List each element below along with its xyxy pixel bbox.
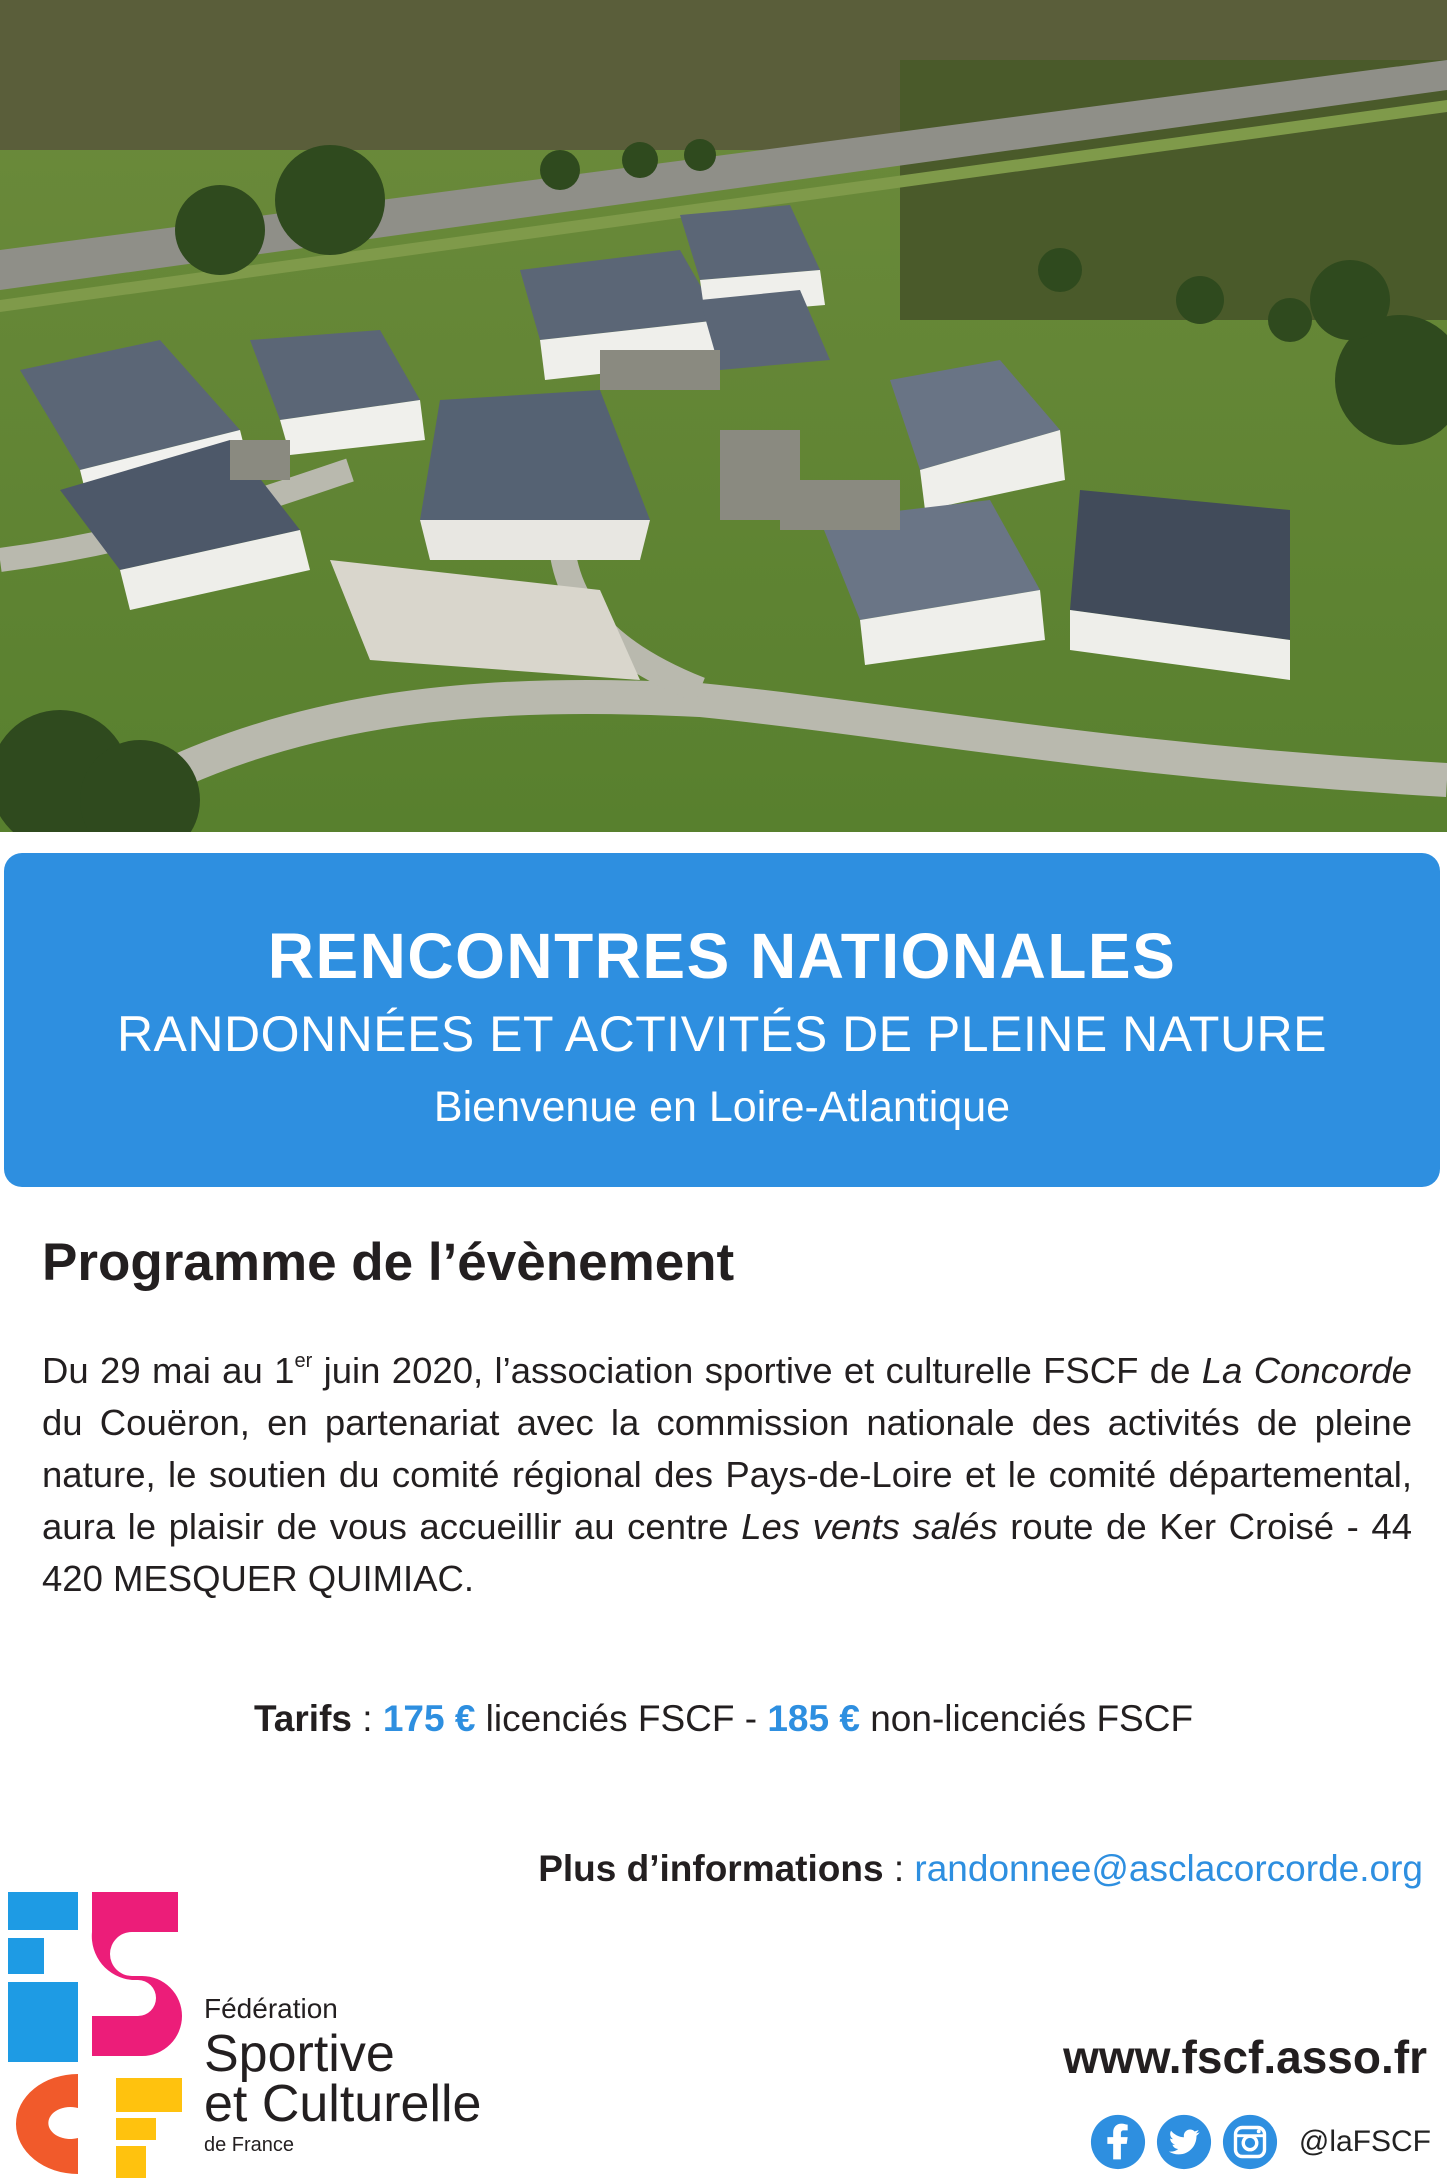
tarifs-sep: : xyxy=(351,1698,383,1739)
website-link[interactable]: www.fscf.asso.fr xyxy=(1063,2031,1427,2083)
programme-sup: er xyxy=(294,1350,313,1372)
programme-text-2: juin 2020, l’association sportive et culturelle FSCF de xyxy=(312,1350,1202,1391)
logo-line-federation: Fédération xyxy=(204,1993,338,2024)
logo-line-de-france: de France xyxy=(204,2134,295,2156)
programme-heading: Programme de l’évènement xyxy=(42,1233,735,1292)
social-handle[interactable]: @laFSCF xyxy=(1298,2125,1431,2158)
tarifs-desc-2: non-licenciés FSCF xyxy=(859,1698,1194,1739)
tarifs-label: Tarifs xyxy=(253,1698,352,1739)
info-sep: : xyxy=(883,1848,915,1889)
banner-tagline: Bienvenue en Loire-Atlantique xyxy=(433,1083,1011,1131)
programme-text-4: route de Ker Croisé - 44 420 MESQUER QUIMIAC. xyxy=(42,1506,1412,1599)
programme-text-3: du Couëron, en partenariat avec la commission nationale des activités de pleine nature, le soutien du comité régional des Pays-de-Loire et le comité départemental, aura le plaisir de vous accueillir au centre xyxy=(42,1402,1412,1547)
programme-text-1: Du 29 mai au 1 xyxy=(42,1350,295,1391)
aerial-photo-illustration xyxy=(0,0,1447,832)
aerial-photo xyxy=(0,0,1447,832)
title-banner xyxy=(4,853,1440,1187)
social-links xyxy=(1089,2112,1431,2172)
tarifs-desc-1: licenciés FSCF - xyxy=(475,1698,768,1739)
fscf-logo-mark xyxy=(0,1888,200,2180)
logo-line-culturelle: et Culturelle xyxy=(204,2075,482,2133)
logo-line-sportive: Sportive xyxy=(204,2025,395,2083)
programme-italic-concorde: La Concorde xyxy=(1201,1350,1412,1391)
info-line xyxy=(538,1848,1423,1890)
tarifs-line xyxy=(0,1698,1447,1740)
twitter-icon[interactable] xyxy=(1155,2113,1213,2171)
banner-title: RENCONTRES NATIONALES xyxy=(267,920,1177,992)
info-label: Plus d’informations xyxy=(538,1848,884,1889)
facebook-icon[interactable] xyxy=(1089,2113,1147,2171)
banner-subtitle: RANDONNÉES ET ACTIVITÉS DE PLEINE NATURE xyxy=(116,1006,1328,1062)
fscf-logo xyxy=(0,1888,200,2180)
price-licencies: 175 € xyxy=(382,1698,476,1739)
programme-paragraph xyxy=(42,1345,1412,1605)
instagram-icon[interactable] xyxy=(1221,2113,1279,2171)
fscf-logo-wordmark xyxy=(204,1995,481,2155)
contact-email-link[interactable]: randonnee@asclacorcorde.org xyxy=(914,1848,1423,1889)
programme-italic-vents-sales: Les vents salés xyxy=(741,1506,998,1547)
price-non-licencies: 185 € xyxy=(767,1698,860,1739)
